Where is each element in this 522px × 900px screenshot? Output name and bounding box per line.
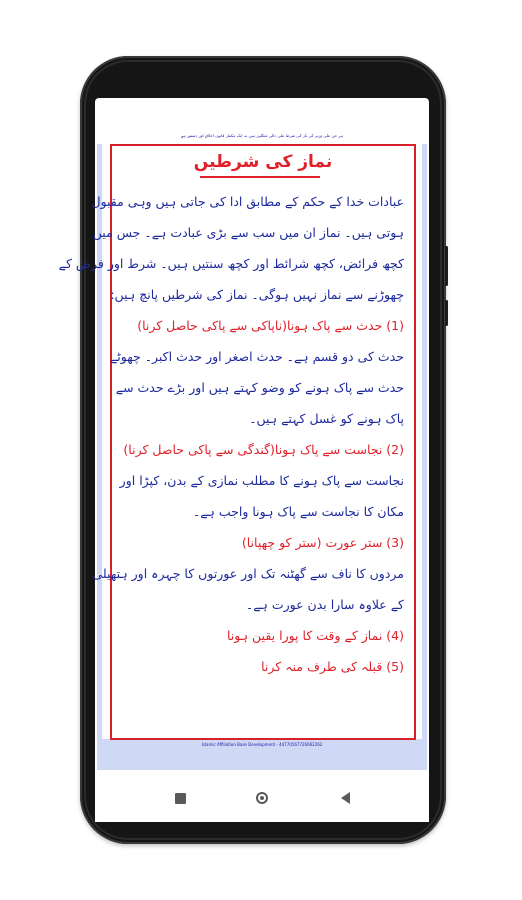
text-line: چھوڑنے سے نماز نہیں ہوگی۔ نماز کی شرطیں پانچ ہیں: [110, 287, 404, 302]
document-page[interactable] [58, 100, 427, 770]
text-line: حدث سے پاک ہونے کو وضو کہتے ہیں اور بڑے حدث سے [115, 380, 404, 395]
text-line: (2) نجاست سے پاک ہونا(گندگی سے پاکی حاصل کرنا) [123, 442, 404, 457]
page-footer-text: Islamic Affiliation Base Development - 44770567726662262 [201, 742, 323, 747]
back-button[interactable] [335, 788, 355, 808]
text-line: (1) حدث سے پاک ہونا(ناپاکی سے پاکی حاصل کرنا) [137, 318, 404, 333]
home-button[interactable] [252, 788, 272, 808]
text-line: مکان کا نجاست سے پاک ہونا واجب ہے۔ [192, 504, 404, 519]
text-line: پاک ہونے کو غسل کہتے ہیں۔ [249, 411, 404, 426]
text-line: مردوں کا ناف سے گھٹنہ تک اور عورتوں کا چہرہ اور ہتھیلی [92, 566, 404, 581]
text-line: ہوتی ہیں۔ نماز ان میں سب سے بڑی عبادت ہے۔ جس میں [92, 225, 404, 240]
text-line: (3) ستر عورت (ستر کو چھپانا) [241, 535, 404, 550]
page-header-text: ہر جن علی وزیر کی ناز کی شرط علی دالی شکلیں ہیں یہ ایک مکمل قانون اخلاق اور دستور ہے [181, 133, 343, 138]
android-nav-bar [95, 770, 429, 822]
page-title: نماز کی شرطیں [193, 152, 333, 172]
text-line: (4) نماز کے وقت کا پورا یقین ہونا [226, 628, 404, 643]
text-line: نجاست سے پاک ہونے کا مطلب نمازی کے بدن، کپڑا اور [119, 473, 404, 488]
text-line: کے علاوہ سارا بدن عورت ہے۔ [245, 597, 404, 612]
recents-icon [175, 793, 186, 804]
text-line: (5) قبلہ کی طرف منہ کرنا [261, 659, 404, 674]
content-frame [58, 144, 416, 740]
home-icon [256, 792, 268, 804]
phone-screen [58, 98, 429, 822]
volume-button [445, 246, 448, 286]
text-line: عبادات خدا کے حکم کے مطابق ادا کی جاتی ہیں وہی مقبول [91, 194, 404, 209]
text-line: حدث کی دو قسم ہے۔ حدث اصغر اور حدث اکبر۔ چھوٹے [109, 349, 404, 364]
title-underline [200, 176, 320, 178]
document-body [58, 186, 404, 682]
power-button [445, 300, 448, 326]
back-icon [341, 792, 350, 804]
recents-button[interactable] [170, 788, 190, 808]
text-line: کچھ فرائض، کچھ شرائط اور کچھ سنتیں ہیں۔ شرط اور فرض کے [58, 256, 404, 271]
